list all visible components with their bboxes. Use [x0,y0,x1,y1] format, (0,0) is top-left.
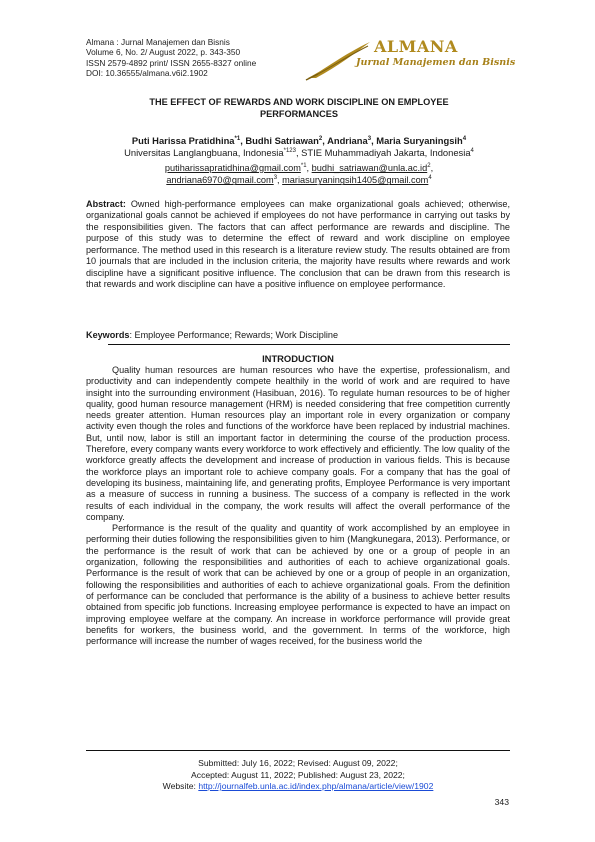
journal-name: Almana : Jurnal Manajemen dan Bisnis [86,37,230,47]
logo-title: ALMANA [374,37,458,56]
title-line-2: PERFORMANCES [259,108,339,119]
affiliation-superscript: *123 [283,147,296,154]
affiliation-superscript: 4 [470,147,474,154]
keywords-label: Keywords [86,330,130,340]
page-number: 343 [494,797,509,807]
abstract-label: Abstract: [86,199,126,209]
logo-subtitle: Jurnal Manajemen dan Bisnis [356,57,516,68]
abstract-text: Owned high-performance employees can make organizational goals achieved; otherwise, organizational goals cannot be achieved if employees do not have performance in carrying out tasks by the responsibilities given. The factors that can affect performance are rewards and discipline. The purpose of this study was to determine the effect of reward and work discipline on employee performance. The method used in this research is a literature review study. The results obtained are from 10 journals that are included in the inclusion criteria, the majority have results where rewards and work discipline have a significant positive influence. The conclusion that can be drawn from this research is that rewards and work discipline can have a positive influence on employee performance. [86,199,510,290]
author-superscript: 4 [462,135,467,142]
author-superscript: 2 [318,135,323,142]
author-name: Maria Suryaningsih [376,135,463,146]
journal-logo [304,37,516,82]
keywords-text: : Employee Performance; Rewards; Work Discipline [129,330,339,340]
affiliation-2: , STIE Muhammadiyah Jakarta, Indonesia [295,147,471,158]
affiliation-1: Universitas Langlangbuana, Indonesia [124,147,284,158]
email-superscript: 2 [427,162,431,169]
section-heading: INTRODUCTION [262,353,334,364]
journal-issn: ISSN 2579-4892 print/ ISSN 2655-8327 online [86,57,257,68]
author-list: Puti Harissa Pratidhina$^{*1}$, Budhi Satriawan$^2$, Andriana$^3$, Maria Suryaningsih$^4$ [131,135,467,146]
author-emails: putiharissapratidhina@gmail.com$^{*1}$, $budhi\_satriawan@unla.ac.id^2$, andriana6970@gmail.com$^3$, mariasuryaningsih1405@gmail.com$^4$ [164,162,434,186]
footer-website [86,781,510,793]
footer-divider [86,750,510,751]
author-name: Puti Harissa Pratidhina [131,135,235,146]
keywords [86,330,510,341]
section-divider [108,344,510,345]
affiliations [86,147,512,159]
journal-volume: Volume 6, No. 2/ August 2022, p. 343-350 [86,47,241,58]
website-link[interactable]: http://journalfeb.unla.ac.id/index.php/almana/article/view/1902 [198,781,434,792]
footer-publication-dates: Accepted: August 11, 2022; Published: August 23, 2022; [191,769,405,780]
footer-submission-dates: Submitted: July 16, 2022; Revised: August 09, 2022; [198,758,398,768]
email-link[interactable]: putiharissapratidhina@gmail.com [164,163,301,173]
email-superscript: *1 [300,162,307,169]
author-name: Andriana [327,135,368,146]
paragraph: Performance is the result of the quality and quantity of work accomplished by an employee in performing their duties following the responsibilities given to him (Mangkunegara, 2013). Performance, or the performance is the result of work that can be achieved by one or a group of people in an organization, following the responsibilities and authorities of each to achieve organizational goals. Performance is the result of work that can be achieved by one or a group of people in an organization, following the responsibilities and authorities of each to achieve organizational goals. From the definition of performance can be concluded that performance is the ability of a business to achieve better results obtained from specific job functions. Increasing employee performance is expected to have an impact on improving employee welfare at the company. An increase in workforce performance will provide great benefits for workers, the business world, and the government. In terms of the workforce, high performance will increase the number of wages received, for the business world the [86,523,510,647]
email-link[interactable]: mariasuryaningsih1405@gmail.com [282,175,429,186]
abstract [86,199,510,291]
author-superscript: *1 [234,135,241,142]
title-line-1: THE EFFECT OF REWARDS AND WORK DISCIPLINE ON EMPLOYEE [149,97,449,107]
paper-title [86,97,512,120]
journal-info [86,37,256,79]
author-name: Budhi Satriawan [245,135,319,146]
email-link[interactable]: andriana6970@gmail.com [166,175,274,186]
body-text [86,365,510,647]
journal-doi: DOI: 10.36555/almana.v6i2.1902 [86,68,208,79]
journal-header [86,37,516,85]
paragraph: Quality human resources are human resources who have the expertise, professionalism, and productivity and can independently compete healthily in the world of work and are required to have insight into the surrounding environment (Hasibuan, 2016). To regulate human resources to be of higher quality, good human resource management (HRM) is needed considering that free competition currently needs greater attention. Human resources play an important role in every organization or company activity even though the roles and functions of the workforce have been replaced by industrial machines. But, until now, labor is still an important factor in determining the course of the production process. Therefore, every company wants every workforce to work effectively and efficiently. The low quality of the workforce greatly affects the development and increase of production in various fields. This is because the workforce plays an important role to achieve company goals. For a company that has the goal of developing its business, maintaining life, and generating profits, Employee Performance is very important as a measure of success in running a business. The success of a company is reflected in the work results of each individual in the company, the work results will affect the overall performance of the company. [86,365,510,522]
submission-footer [86,758,510,793]
author-superscript: 3 [367,135,372,142]
email-link[interactable]: budhi_satriawan@unla.ac.id [311,163,428,173]
website-label: Website: [162,781,199,792]
email-superscript: 3 [273,175,278,182]
email-superscript: 4 [428,175,432,182]
